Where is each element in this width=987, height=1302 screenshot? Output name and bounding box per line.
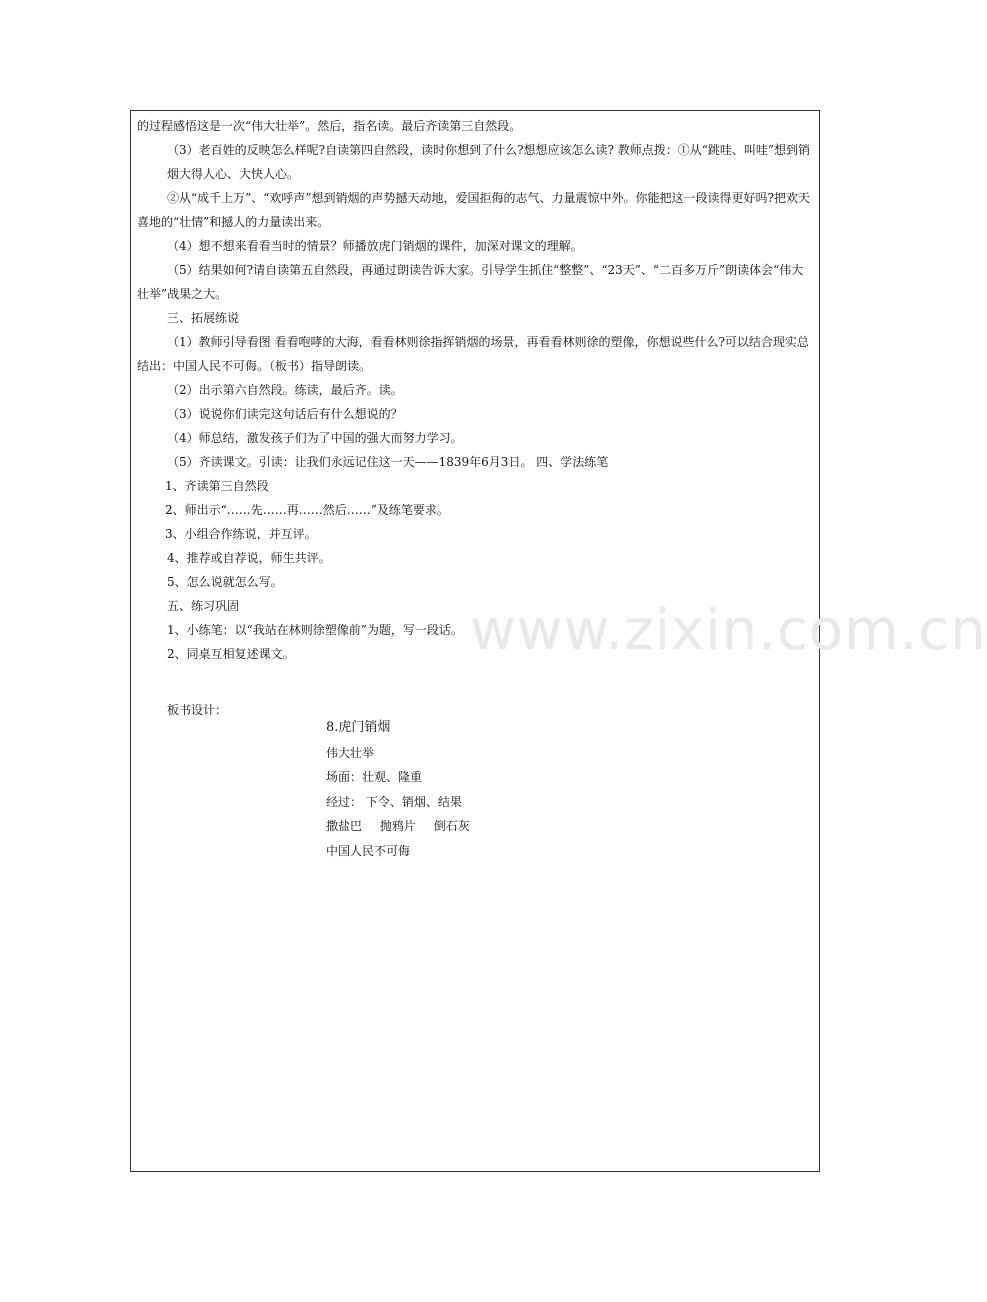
board-heading: 板书设计：	[167, 703, 228, 717]
board-line: 伟大壮举	[326, 745, 375, 760]
section-heading-3: 三、拓展练说	[167, 311, 240, 325]
section-heading-5: 五、练习巩固	[167, 599, 240, 613]
list-item: 1、齐读第三自然段	[165, 479, 269, 493]
list-item: 5、怎么说就怎么写。	[167, 575, 283, 589]
list-item: 3、小组合作练说，并互评。	[165, 527, 317, 541]
list-item: 2、同桌互相复述课文。	[167, 647, 295, 661]
board-line: 中国人民不可侮	[326, 843, 411, 858]
paragraph-point-2: ②从“成千上万”、“欢呼声”想到销烟的声势撼天动地，爱国拒侮的志气、力量震惊中外。你能把这一段读得更好吗?把欢天喜地的“壮情”和撼人的力量读出来。	[137, 191, 810, 229]
paragraph-step-5: （5）结果如何?请自读第五自然段，再通过朗读告诉大家。引导学生抓住“整整”、“23天”、“二百多万斤”朗读体会“伟大壮举”战果之大。	[137, 263, 804, 301]
blackboard-design	[326, 716, 484, 863]
board-line: 经过： 下令、销烟、结果	[326, 794, 462, 809]
board-action: 抛鸦片	[379, 819, 416, 833]
paragraph-extend-4: （4）师总结，激发孩子们为了中国的强大而努力学习。	[167, 431, 463, 445]
paragraph-extend-3: （3）说说你们读完这句话后有什么想说的？	[167, 407, 403, 421]
board-title: 8.虎门销烟	[326, 720, 391, 735]
board-actions	[326, 814, 484, 839]
list-item: 2、师出示“……先……再……然后……”及练笔要求。	[165, 503, 449, 517]
paragraph-extend-1: （1）教师引导看图 看看咆哮的大海，看看林则徐指挥销烟的场景，再看看林则徐的塑像，你想说些什么?可以结合现实总结出：中国人民不可侮。（板书）指导朗读。	[137, 335, 809, 373]
paragraph-extend-2: （2）出示第六自然段。练读，最后齐。读。	[167, 383, 403, 397]
list-item: 1、小练笔：以“我站在林则徐塑像前”为题，写一段话。	[167, 623, 463, 637]
board-action: 倒石灰	[433, 819, 470, 833]
paragraph-step-4: （4）想不想来看看当时的情景？师播放虎门销烟的课件，加深对课文的理解。	[167, 239, 583, 253]
watermark: www.zixin.com.cn	[470, 598, 987, 663]
paragraph-step-3: （3）老百姓的反映怎么样呢?自读第四自然段，读时你想到了什么?想想应该怎么读? 教师点拨：①从“跳哇、叫哇”想到销烟大得人心、大快人心。	[167, 143, 811, 181]
list-item: 4、推荐或自荐说，师生共评。	[167, 551, 331, 565]
paragraph-extend-5: （5）齐读课文。引读：让我们永远记住这一天——1839年6月3日。 四、学法练笔	[167, 455, 609, 469]
paragraph-intro: 的过程感悟这是一次“伟大壮举”。然后，指名读。最后齐读第三自然段。	[137, 119, 522, 133]
board-line: 场面：壮观、隆重	[326, 770, 423, 784]
lesson-content	[137, 114, 815, 722]
board-action: 撒盐巴	[326, 819, 363, 833]
